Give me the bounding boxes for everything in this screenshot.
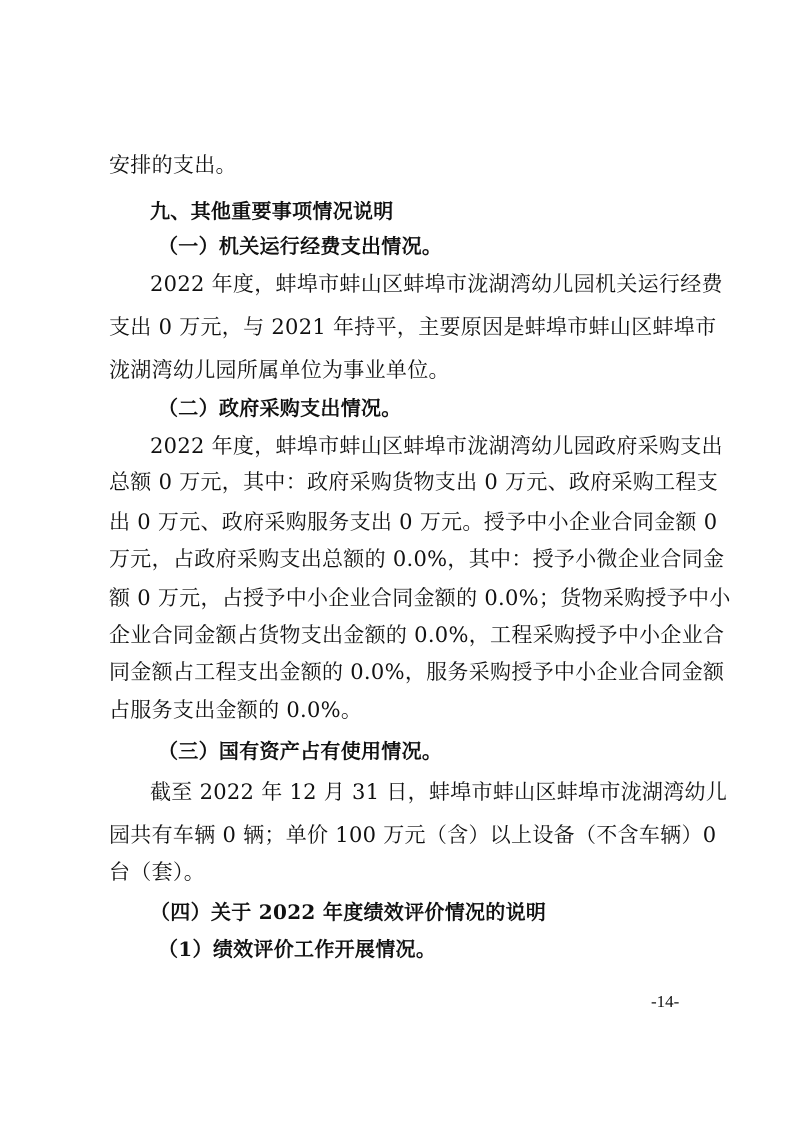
paragraph-line: 万元，占政府采购支出总额的 0.0%，其中：授予小微企业合同金 xyxy=(109,547,725,571)
paragraph-line: 出 0 万元、政府采购服务支出 0 万元。授予中小企业合同金额 0 xyxy=(109,510,718,534)
paragraph-line: 台（套）。 xyxy=(109,860,205,884)
paragraph-line: 总额 0 万元，其中：政府采购货物支出 0 万元、政府采购工程支 xyxy=(109,470,719,494)
paragraph-continuation: 安排的支出。 xyxy=(109,153,237,177)
paragraph-line: 2022 年度，蚌埠市蚌山区蚌埠市泷湖湾幼儿园机关运行经费 xyxy=(150,272,723,296)
paragraph-line: 泷湖湾幼儿园所属单位为事业单位。 xyxy=(109,358,450,382)
paragraph-line: 截至 2022 年 12 月 31 日，蚌埠市蚌山区蚌埠市泷湖湾幼儿 xyxy=(150,780,728,804)
paragraph-line: 园共有车辆 0 辆；单价 100 万元（含）以上设备（不含车辆）0 xyxy=(109,823,717,847)
section-heading-other-matters: 九、其他重要事项情况说明 xyxy=(150,199,394,223)
subheading-state-assets: （三）国有资产占有使用情况。 xyxy=(158,739,443,763)
subheading-government-procurement: （二）政府采购支出情况。 xyxy=(158,396,402,420)
paragraph-line: 2022 年度，蚌埠市蚌山区蚌埠市泷湖湾幼儿园政府采购支出 xyxy=(150,434,723,458)
subheading-evaluation-work: （1）绩效评价工作开展情况。 xyxy=(158,937,437,961)
paragraph-line: 同金额占工程支出金额的 0.0%，服务采购授予中小企业合同金额 xyxy=(109,660,725,684)
subheading-performance-evaluation: （四）关于 2022 年度绩效评价情况的说明 xyxy=(150,900,547,924)
subheading-operating-expenses: （一）机关运行经费支出情况。 xyxy=(158,234,443,258)
paragraph-line: 额 0 万元，占授予中小企业合同金额的 0.0%；货物采购授予中小 xyxy=(109,586,731,610)
paragraph-line: 支出 0 万元，与 2021 年持平，主要原因是蚌埠市蚌山区蚌埠市 xyxy=(109,315,717,339)
paragraph-line: 占服务支出金额的 0.0%。 xyxy=(109,698,363,722)
page-number: -14- xyxy=(651,992,680,1011)
paragraph-line: 企业合同金额占货物支出金额的 0.0%，工程采购授予中小企业合 xyxy=(109,623,725,647)
